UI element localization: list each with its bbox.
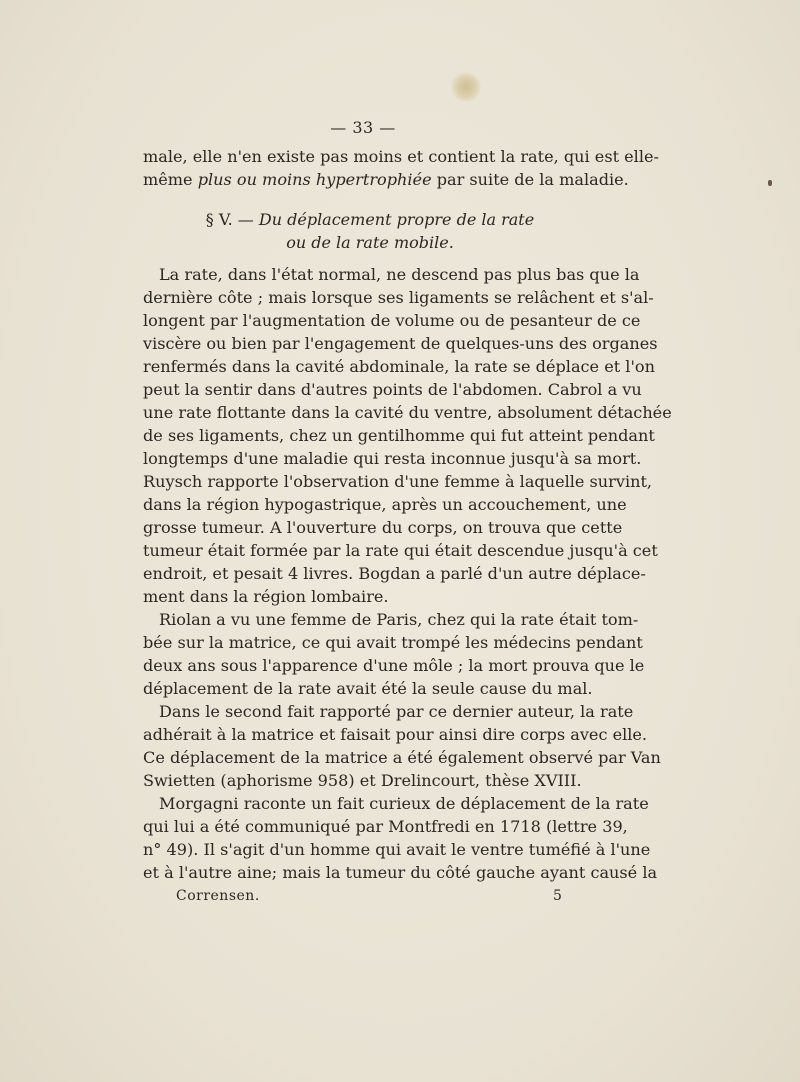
text-line: Dans le second fait rapporté par ce dernier auteur, la rate xyxy=(159,702,634,721)
text-line: une rate flottante dans la cavité du ventre, absolument détachée xyxy=(143,403,672,422)
section-title-line1: Du déplacement propre de la rate xyxy=(258,210,535,229)
text-line: bée sur la matrice, ce qui avait trompé les médecins pendant xyxy=(143,633,643,652)
text-line: déplacement de la rate avait été la seule cause du mal. xyxy=(143,679,593,698)
paragraph xyxy=(143,792,658,884)
text-line: Morgagni raconte un fait curieux de déplacement de la rate xyxy=(159,794,649,813)
text-line: ment dans la région lombaire. xyxy=(143,587,389,606)
text-line: longent par l'augmentation de volume ou de pesanteur de ce xyxy=(143,311,641,330)
text-line: renfermés dans la cavité abdominale, la rate se déplace et l'on xyxy=(143,357,655,376)
paragraph xyxy=(143,263,672,608)
text-line: tumeur était formée par la rate qui était descendue jusqu'à cet xyxy=(143,541,658,560)
text-line: Ruysch rapporte l'observation d'une femme à laquelle survint, xyxy=(143,472,653,491)
text-line: male, elle n'en existe pas moins et contient la rate, qui est elle- xyxy=(143,147,659,166)
text-line: dans la région hypogastrique, après un accouchement, une xyxy=(143,495,627,514)
body-text xyxy=(143,263,672,884)
text-line: même plus ou moins hypertrophiée par suite de la maladie. xyxy=(143,170,629,189)
text-line: et à l'autre aine; mais la tumeur du côté gauche ayant causé la xyxy=(143,863,658,882)
paragraph xyxy=(143,608,645,700)
section-heading xyxy=(0,208,770,231)
footer-author: Corrensen. xyxy=(176,888,260,904)
text-line: longtemps d'une maladie qui resta inconnue jusqu'à sa mort. xyxy=(143,449,642,468)
page-number: — 33 — xyxy=(330,118,396,137)
text-line: adhérait à la matrice et faisait pour ainsi dire corps avec elle. xyxy=(143,725,648,744)
text-line: endroit, et pesait 4 livres. Bogdan a parlé d'un autre déplace- xyxy=(143,564,646,583)
text-line: grosse tumeur. A l'ouverture du corps, on trouva que cette xyxy=(143,518,623,537)
text-line: La rate, dans l'état normal, ne descend pas plus bas que la xyxy=(159,265,640,284)
text-line: Ce déplacement de la matrice a été également observé par Van xyxy=(143,748,661,767)
section-number: § V. — xyxy=(205,210,254,229)
italic-phrase: plus ou moins hypertrophiée xyxy=(197,170,432,189)
text-line: deux ans sous l'apparence d'une môle ; la mort prouva que le xyxy=(143,656,645,675)
text-line: Riolan a vu une femme de Paris, chez qui la rate était tom- xyxy=(159,610,639,629)
text-line: de ses ligaments, chez un gentilhomme qui fut atteint pendant xyxy=(143,426,655,445)
text-line: peut la sentir dans d'autres points de l'abdomen. Cabrol a vu xyxy=(143,380,642,399)
text-line: qui lui a été communiqué par Montfredi en 1718 (lettre 39, xyxy=(143,817,628,836)
footer-signature: 5 xyxy=(553,888,562,904)
section-title-line2: ou de la rate mobile. xyxy=(286,233,454,252)
text-line: viscère ou bien par l'engagement de quelques-uns des organes xyxy=(143,334,658,353)
paragraph xyxy=(143,700,661,792)
paper-stain xyxy=(451,72,481,102)
intro-text xyxy=(143,145,659,191)
text-line: Swietten (aphorisme 958) et Drelincourt, thèse XVIII. xyxy=(143,771,582,790)
text-line: dernière côte ; mais lorsque ses ligaments se relâchent et s'al- xyxy=(143,288,654,307)
ink-speck xyxy=(768,180,772,186)
text-line: n° 49). Il s'agit d'un homme qui avait le ventre tuméfié à l'une xyxy=(143,840,651,859)
